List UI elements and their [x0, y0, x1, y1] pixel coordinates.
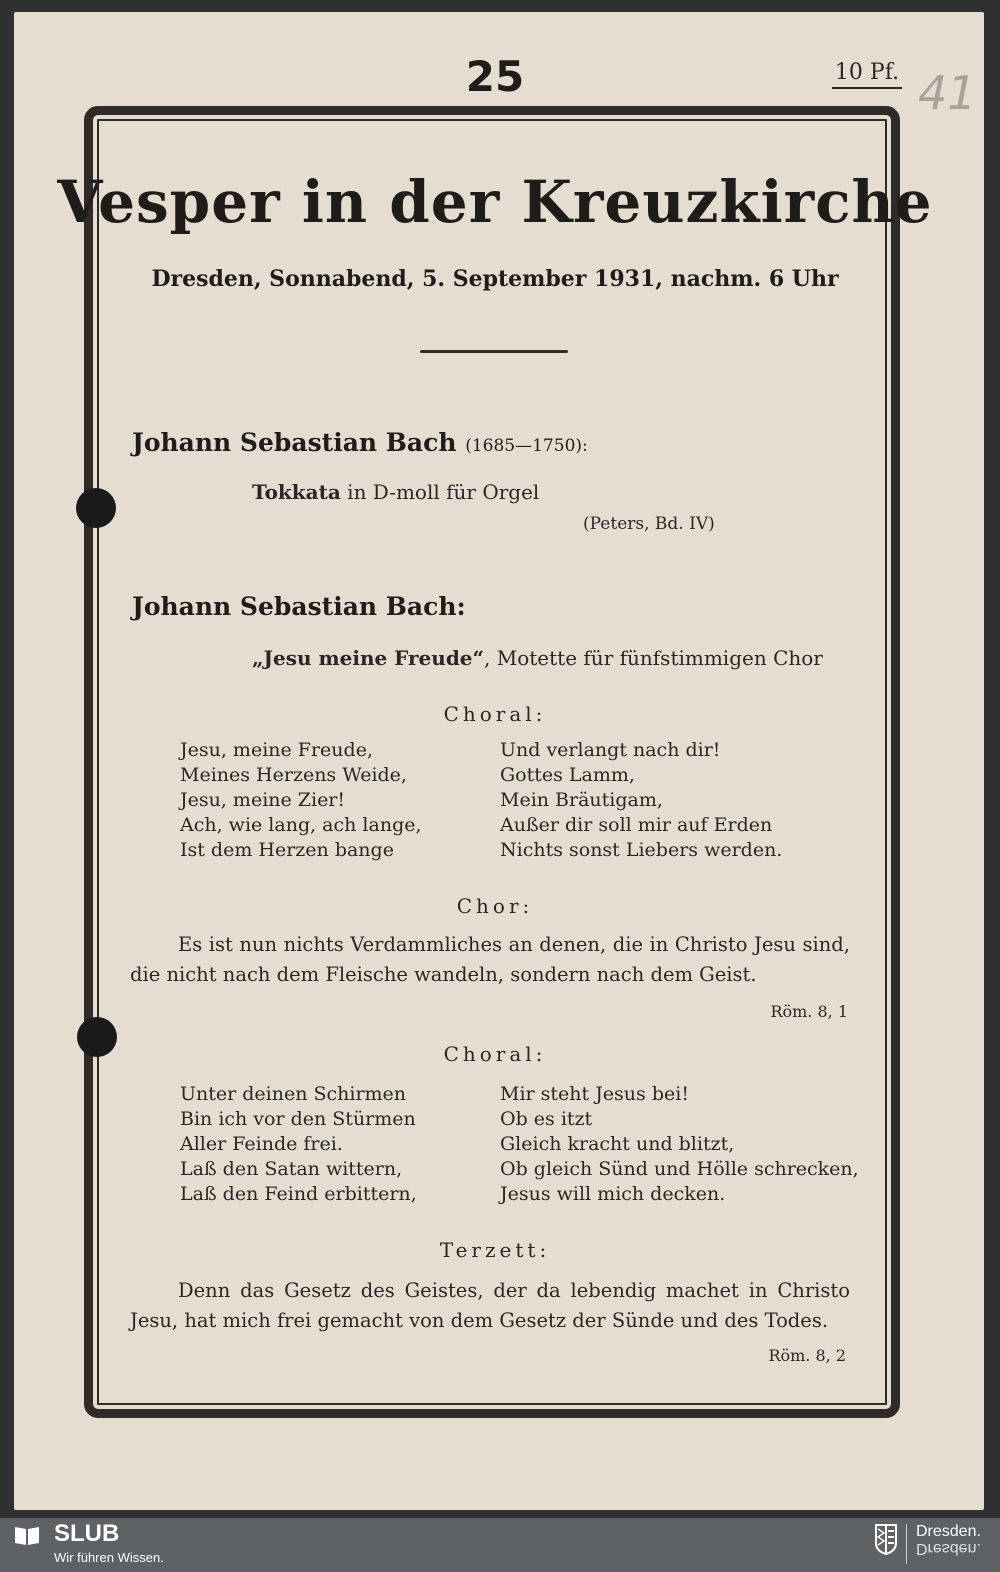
work-description: in D-moll für Orgel: [340, 480, 540, 504]
scripture-reference: Röm. 8, 2: [768, 1346, 846, 1365]
work-line: [252, 646, 823, 670]
verse-line: Mir steht Jesus bei!: [500, 1083, 689, 1105]
chor-text: Es ist nun nichts Verdammliches an denen, die in Christo Jesu sind, die nicht nach dem Fleische wandeln, sondern nach dem Geist.: [130, 933, 850, 986]
verse-line: Mein Bräutigam,: [500, 789, 663, 811]
edition-source: (Peters, Bd. IV): [583, 514, 715, 534]
verse-left-column: [180, 738, 422, 863]
verse-line: Meines Herzens Weide,: [180, 764, 407, 786]
verse-right-column: [500, 738, 782, 863]
verse-line: Aller Feinde frei.: [180, 1133, 343, 1155]
verse-line: Laß den Feind erbittern,: [180, 1183, 417, 1205]
verse-line: Jesus will mich decken.: [500, 1183, 726, 1205]
scripture-reference: Röm. 8, 1: [770, 1002, 848, 1021]
dresden-logo-mirror: Dresden.: [916, 1540, 981, 1557]
dresden-logo-text: Dresden.: [916, 1523, 981, 1540]
verse-line: Nichts sonst Liebers werden.: [500, 839, 783, 861]
verse-right-column: [500, 1082, 859, 1207]
work-description: , Motette für fünfstimmigen Chor: [484, 646, 823, 670]
punch-hole: [76, 488, 116, 528]
verse-line: Bin ich vor den Stürmen: [180, 1108, 416, 1130]
section-heading-terzett: Terzett:: [439, 1238, 551, 1262]
price-label: 10 Pf.: [832, 60, 902, 89]
dresden-logo[interactable]: [916, 1524, 981, 1556]
dresden-crest-icon: [874, 1523, 898, 1555]
verse-line: Außer dir soll mir auf Erden: [500, 814, 773, 836]
section-heading-choral: Choral:: [443, 1042, 547, 1066]
terzett-text: Denn das Gesetz des Geistes, der da lebendig machet in Christo Jesu, hat mich frei gemacht von dem Gesetz der Sünde und des Todes.: [130, 1279, 850, 1332]
slub-logo-text[interactable]: SLUB: [54, 1520, 120, 1547]
composer-heading: [132, 428, 588, 457]
verse-line: Jesu, meine Freude,: [180, 739, 373, 761]
verse-line: Ist dem Herzen bange: [180, 839, 394, 861]
verse-line: Gottes Lamm,: [500, 764, 635, 786]
work-title: „Jesu meine Freude“: [252, 646, 485, 670]
verse-line: Ob es itzt: [500, 1108, 593, 1130]
composer-heading: [132, 592, 466, 621]
section-heading-choral: Choral:: [443, 702, 547, 726]
title-divider: [420, 350, 568, 353]
work-title: Tokkata: [252, 480, 341, 504]
verse-line: Ob gleich Sünd und Hölle schrecken,: [500, 1158, 859, 1180]
footer-divider: [906, 1524, 907, 1564]
verse-line: Ach, wie lang, ach lange,: [180, 814, 422, 836]
composer-name: Johann Sebastian Bach:: [132, 592, 466, 621]
book-icon: [14, 1524, 40, 1546]
verse-line: Und verlangt nach dir!: [500, 739, 721, 761]
composer-name: Johann Sebastian Bach: [132, 428, 457, 457]
verse-line: Jesu, meine Zier!: [180, 789, 346, 811]
verse-line: Unter deinen Schirmen: [180, 1083, 407, 1105]
page-number: 25: [465, 52, 525, 101]
section-heading-chor: Chor:: [456, 894, 534, 918]
verse-line: Laß den Satan wittern,: [180, 1158, 403, 1180]
pencil-annotation: 41: [918, 66, 977, 120]
work-line: [252, 480, 539, 504]
verse-line: Gleich kracht und blitzt,: [500, 1133, 735, 1155]
document-title: Vesper in der Kreuzkirche: [57, 168, 933, 236]
slub-tagline: Wir führen Wissen.: [54, 1550, 164, 1565]
composer-dates: (1685—1750):: [465, 436, 588, 456]
document-subtitle: Dresden, Sonnabend, 5. September 1931, nachm. 6 Uhr: [151, 266, 839, 292]
verse-left-column: [180, 1082, 417, 1207]
